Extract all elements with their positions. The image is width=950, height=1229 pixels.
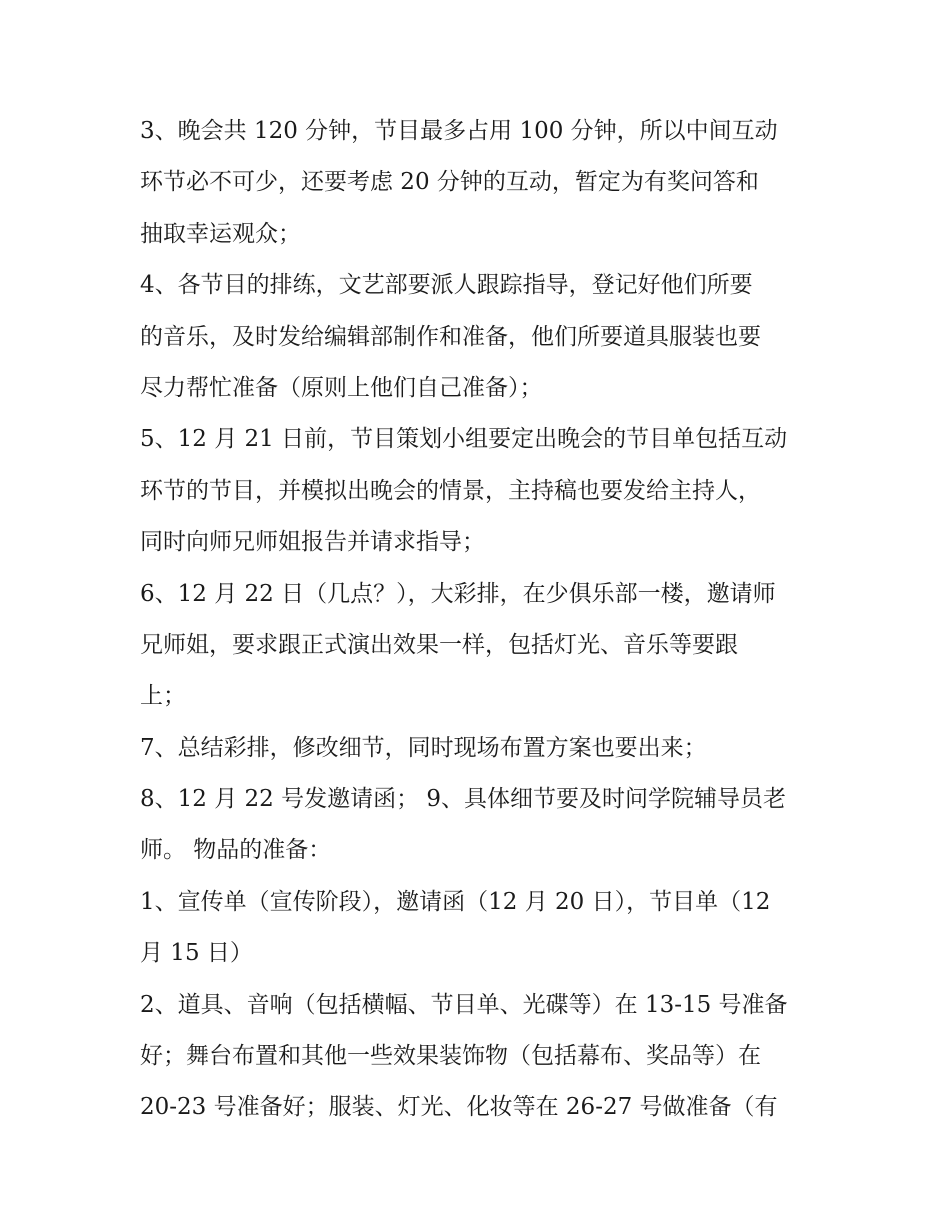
text-line: 2、道具、音响（包括横幅、节目单、光碟等）在 13-15 号准备 [140,991,788,1018]
text-line: 8、12 月 22 号发邀请函； 9、具体细节要及时问学院辅导员老 [140,786,787,813]
text-line: 兄师姐，要求跟正式演出效果一样，包括灯光、音乐等要跟 [140,631,738,658]
text-line: 3、晚会共 120 分钟，节目最多占用 100 分钟，所以中间互动 [140,118,778,144]
text-line: 上； [140,683,186,710]
text-line: 1、宣传单（宣传阶段），邀请函（12 月 20 日），节目单（12 [140,888,771,915]
text-line: 的音乐，及时发给编辑部制作和准备，他们所要道具服装也要 [140,323,761,350]
text-line: 同时向师兄师姐报告并请求指导； [140,529,485,556]
text-line: 5、12 月 21 日前，节目策划小组要定出晚会的节目单包括互动 [140,426,788,453]
text-line: 6、12 月 22 日（几点？），大彩排，在少俱乐部一楼，邀请师 [140,580,776,607]
text-line: 抽取幸运观众； [140,220,301,247]
text-line: 环节必不可少，还要考虑 20 分钟的互动，暂定为有奖问答和 [140,169,759,196]
document-body [140,106,830,1134]
text-line: 环节的节目，并模拟出晚会的情景，主持稿也要发给主持人， [140,477,761,504]
text-line: 20-23 号准备好；服装、灯光、化妆等在 26-27 号做准备（有 [140,1094,778,1121]
text-line: 尽力帮忙准备（原则上他们自己准备）； [140,374,543,401]
text-line: 7、总结彩排，修改细节，同时现场布置方案也要出来； [140,734,707,761]
text-line: 月 15 日） [140,940,253,967]
text-line: 好；舞台布置和其他一些效果装饰物（包括幕布、奖品等）在 [140,1043,761,1070]
text-line: 师。 物品的准备： [140,837,332,864]
text-line: 4、各节目的排练，文艺部要派人跟踪指导，登记好他们所要 [140,272,753,299]
